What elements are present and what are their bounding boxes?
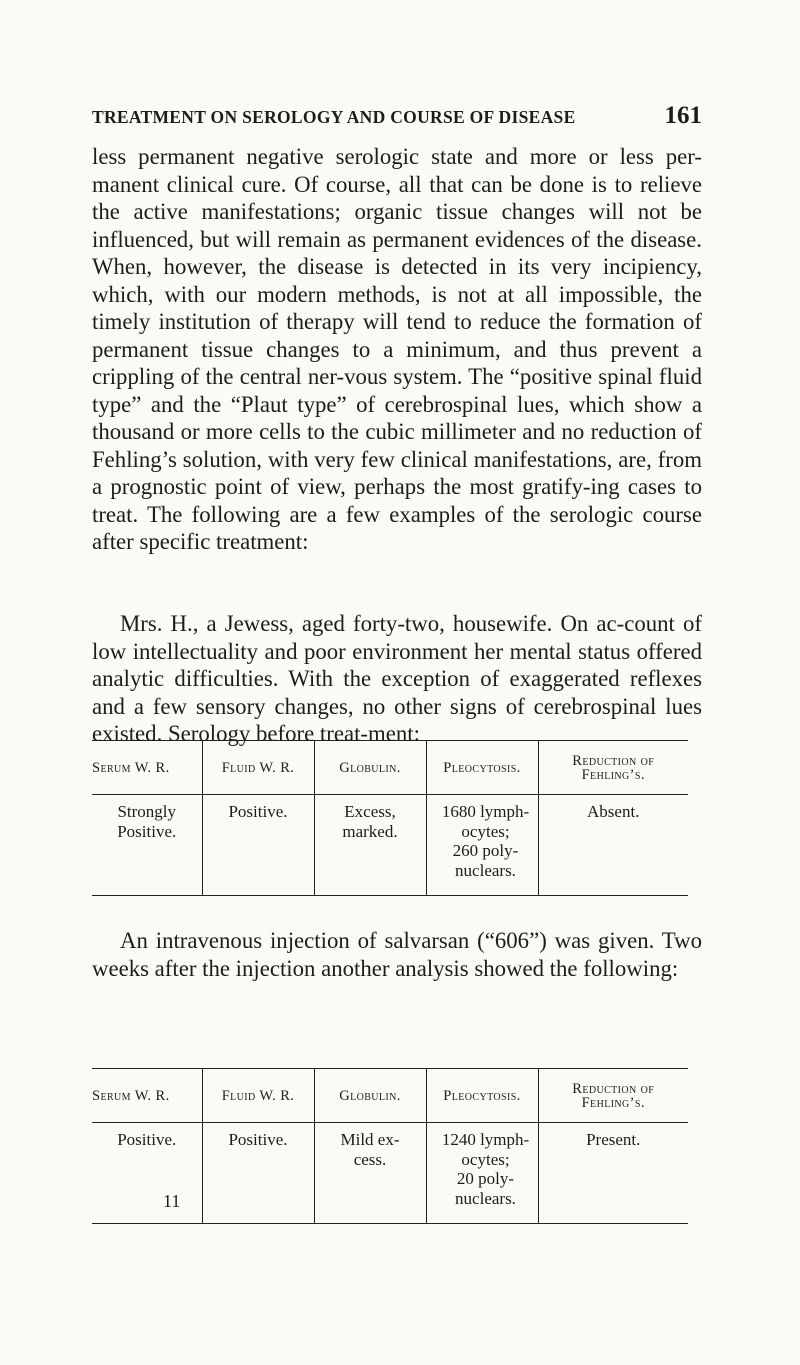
header-fluid-wr: Fluid W. R. <box>202 741 314 795</box>
cell-line: 20 poly- <box>456 1169 515 1188</box>
header-reduction-line-1: Reduction of <box>572 1080 655 1097</box>
paragraph-3-injection: An intravenous injection of salvarsan (“606”) was given. Two weeks after the injection another analysis showed the following: <box>92 928 702 981</box>
cell-globulin <box>314 795 426 896</box>
cell-reduction: Absent. <box>538 795 688 896</box>
cell-line: Mild ex- <box>340 1130 400 1149</box>
signature-mark: 11 <box>163 1191 181 1211</box>
header-serum-wr: Serum W. R. <box>92 741 202 795</box>
header-globulin: Globulin. <box>314 741 426 795</box>
cell-reduction: Present. <box>538 1123 688 1224</box>
cell-pleocytosis <box>426 795 538 896</box>
header-reduction-fehlings <box>538 741 688 795</box>
cell-line: marked. <box>342 821 398 841</box>
cell-line: ocytes; <box>461 821 510 841</box>
header-reduction-line-2: Fehling’s. <box>581 1094 645 1111</box>
cell-line: 1240 lymph- <box>441 1130 530 1149</box>
serology-table-before-treatment <box>92 740 688 896</box>
cell-pleocytosis <box>426 1123 538 1224</box>
cell-fluid-wr: Positive. <box>202 795 314 896</box>
cell-line: 260 poly- <box>452 841 519 860</box>
cell-line: Excess, <box>344 802 396 821</box>
serology-table-after-injection <box>92 1068 688 1224</box>
cell-line: nuclears. <box>455 1188 516 1208</box>
header-fluid-wr: Fluid W. R. <box>202 1069 314 1123</box>
cell-line: Positive. <box>117 821 177 841</box>
header-reduction-line-1: Reduction of <box>572 752 655 769</box>
paragraph-1: less permanent negative serologic state and more or less per-manent clinical cure. Of course, all that can be done is to relieve the active manifestations; organic tissue changes will not be influenced, but will remain as permanent evidences of the disease. When, however, the disease is detected in its very incipiency, which, with our modern methods, is not at all impossible, the timely institution of therapy will tend to reduce the formation of permanent tissue changes to a minimum, and thus prevent a crippling of the central ner-vous system. The “positive spinal fluid type” and the “Plaut type” of cerebrospinal lues, which show a thousand or more cells to the cubic millimeter and no reduction of Fehling’s solution, with very few clinical manifestations, are, from a prognostic point of view, perhaps the most gratify-ing cases to treat. The following are a few examples of the serologic course after specific treatment: <box>92 144 702 554</box>
cell-line: Strongly <box>117 802 177 821</box>
header-reduction-fehlings <box>538 1069 688 1123</box>
header-serum-wr: Serum W. R. <box>92 1069 202 1123</box>
running-header <box>92 102 702 130</box>
header-globulin: Globulin. <box>314 1069 426 1123</box>
cell-line: 1680 lymph- <box>441 802 530 821</box>
cell-line: nuclears. <box>455 860 516 880</box>
cell-line: cess. <box>353 1149 387 1169</box>
cell-globulin <box>314 1123 426 1224</box>
cell-serum-wr: Positive. <box>92 1123 202 1224</box>
table-row <box>92 1123 688 1224</box>
paragraph-2-case-history: Mrs. H., a Jewess, aged forty-two, housewife. On ac-count of low intellectuality and poor environment her mental status offered analytic difficulties. With the exception of exaggerated reflexes and a few sensory changes, no other signs of cerebrospinal lues existed. Serology before treat-ment: <box>92 611 702 746</box>
header-pleocytosis: Pleocytosis. <box>426 1069 538 1123</box>
cell-fluid-wr: Positive. <box>202 1123 314 1224</box>
cell-serum-wr <box>92 795 202 896</box>
cell-line: ocytes; <box>461 1149 510 1169</box>
page-number: 161 <box>664 102 702 129</box>
header-pleocytosis: Pleocytosis. <box>426 741 538 795</box>
header-reduction-line-2: Fehling’s. <box>581 766 645 783</box>
running-head-title: TREATMENT ON SEROLOGY AND COURSE OF DISEASE <box>92 107 576 127</box>
table-row <box>92 795 688 896</box>
